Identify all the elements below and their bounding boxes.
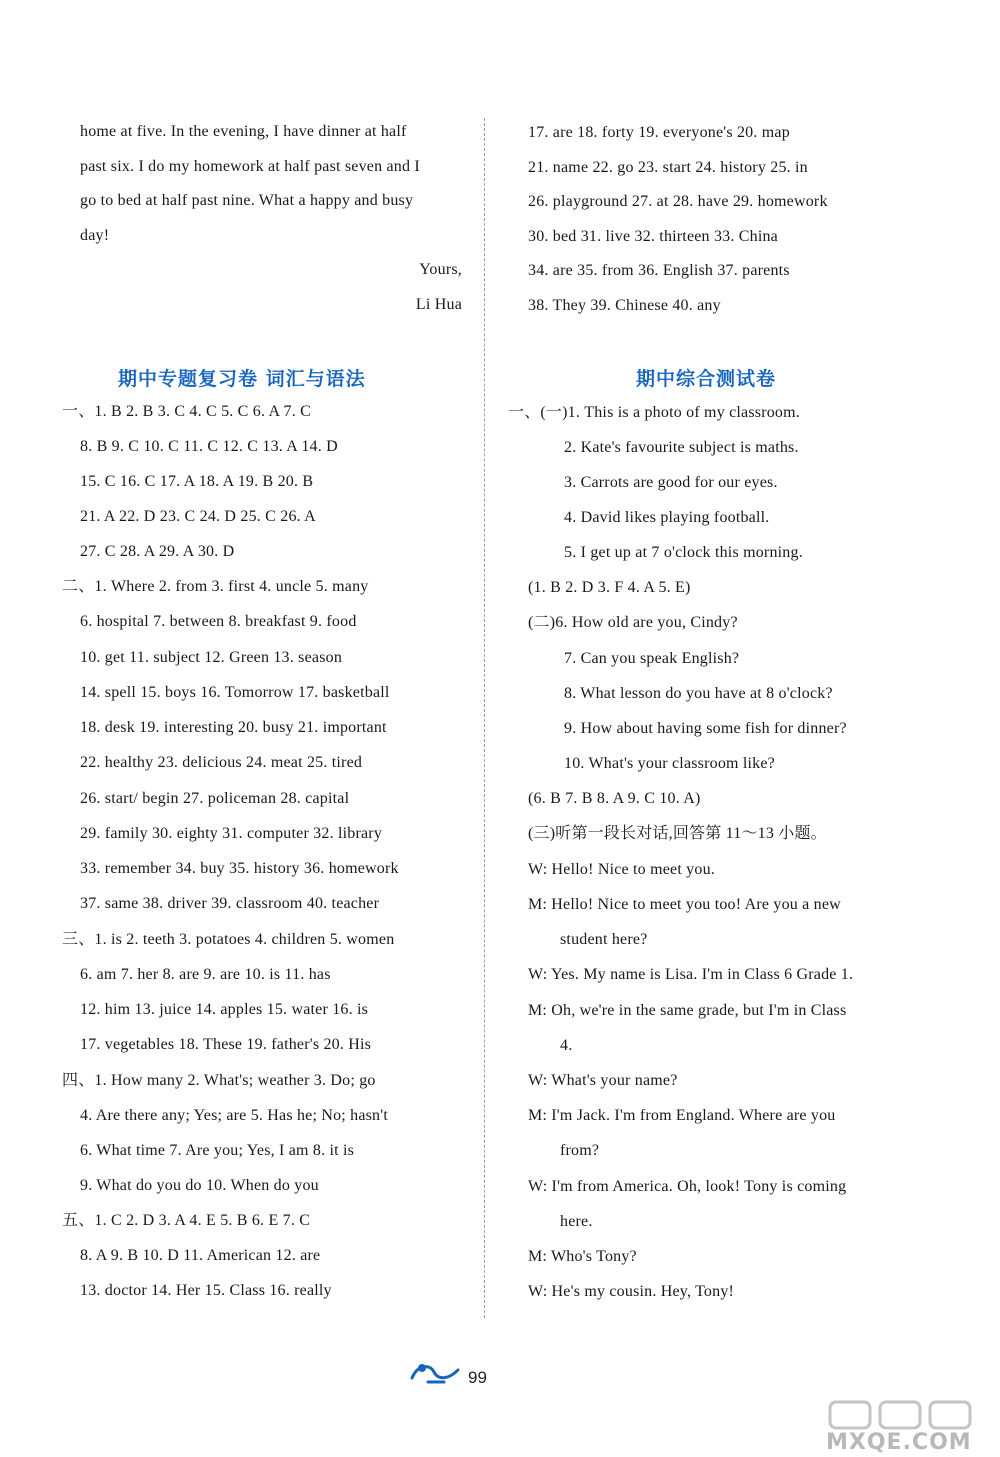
answer-line: 13. doctor 14. Her 15. Class 16. really [80,1282,332,1299]
dialogue-line: W: I'm from America. Oh, look! Tony is coming [528,1178,847,1195]
answer-line: 8. What lesson do you have at 8 o'clock? [564,685,833,702]
letter-line: home at five. In the evening, I have dinner at half [80,123,407,140]
answer-line: 34. are 35. from 36. English 37. parents [528,262,790,279]
answer-line: 18. desk 19. interesting 20. busy 21. important [80,719,387,736]
answer-line: 26. playground 27. at 28. have 29. homework [528,193,828,210]
answer-line: 一、1. B 2. B 3. C 4. C 5. C 6. A 7. C [62,403,312,420]
answer-line: 12. him 13. juice 14. apples 15. water 16. is [80,1001,369,1018]
answer-line: 2. Kate's favourite subject is maths. [564,439,799,456]
answer-line: (二)6. How old are you, Cindy? [528,614,738,631]
dialogue-line: W: Yes. My name is Lisa. I'm in Class 6 Grade 1. [528,966,854,983]
answer-line: 五、1. C 2. D 3. A 4. E 5. B 6. E 7. C [62,1212,311,1229]
letter-signature: Li Hua [415,296,462,313]
letter-line: go to bed at half past nine. What a happy and busy [80,192,414,209]
answer-line: 22. healthy 23. delicious 24. meat 25. tired [80,754,363,771]
letter-line: past six. I do my homework at half past seven and I [80,158,420,175]
dialogue-line: M: I'm Jack. I'm from England. Where are you [528,1107,836,1124]
answer-line: 5. I get up at 7 o'clock this morning. [564,544,803,561]
answer-line: 6. hospital 7. between 8. breakfast 9. food [80,613,357,630]
listening-instruction: (三)听第一段长对话,回答第 11～13 小题。 [528,825,827,842]
answer-line: 17. vegetables 18. These 19. father's 20. His [80,1036,372,1053]
answer-line: (1. B 2. D 3. F 4. A 5. E) [528,579,691,596]
answer-line: (6. B 7. B 8. A 9. C 10. A) [528,790,701,807]
answer-line: 9. What do you do 10. When do you [80,1177,319,1194]
answer-line: 8. A 9. B 10. D 11. American 12. are [80,1247,321,1264]
answer-line: 6. am 7. her 8. are 9. are 10. is 11. has [80,966,331,983]
letter-line: day! [80,227,110,244]
answer-line: 四、1. How many 2. What's; weather 3. Do; go [62,1072,376,1089]
dialogue-line: W: What's your name? [528,1072,678,1089]
page-number: 99 [468,1368,487,1387]
dialogue-line: student here? [560,931,648,948]
section-title-vocab-grammar: 期中专题复习卷 词汇与语法 [118,368,366,390]
answer-line: 6. What time 7. Are you; Yes, I am 8. it is [80,1142,355,1159]
answer-line: 9. How about having some fish for dinner? [564,720,847,737]
dialogue-line: here. [560,1213,593,1230]
answer-line: 15. C 16. C 17. A 18. A 19. B 20. B [80,473,314,490]
answer-line: 26. start/ begin 27. policeman 28. capital [80,790,350,807]
column-divider [484,118,485,1318]
page-decoration-icon [408,1358,464,1388]
answer-line: 14. spell 15. boys 16. Tomorrow 17. basketball [80,684,390,701]
dialogue-line: M: Oh, we're in the same grade, but I'm in Class [528,1002,847,1019]
watermark-logo-icon [828,1398,978,1432]
answer-line: 10. get 11. subject 12. Green 13. season [80,649,343,666]
dialogue-line: W: Hello! Nice to meet you. [528,861,715,878]
dialogue-line: M: Who's Tony? [528,1248,637,1265]
answer-line: 8. B 9. C 10. C 11. C 12. C 13. A 14. D [80,438,338,455]
answer-line: 4. Are there any; Yes; are 5. Has he; No; hasn't [80,1107,388,1124]
dialogue-line: M: Hello! Nice to meet you too! Are you a new [528,896,841,913]
answer-line: 三、1. is 2. teeth 3. potatoes 4. children 5. women [62,931,395,948]
letter-closing: Yours, [419,261,462,278]
answer-line: 37. same 38. driver 39. classroom 40. teacher [80,895,380,912]
answer-line: 21. A 22. D 23. C 24. D 25. C 26. A [80,508,316,525]
answer-line: 7. Can you speak English? [564,650,740,667]
answer-line: 21. name 22. go 23. start 24. history 25. in [528,159,808,176]
answer-line: 33. remember 34. buy 35. history 36. homework [80,860,399,877]
answer-line: 3. Carrots are good for our eyes. [564,474,778,491]
dialogue-line: W: He's my cousin. Hey, Tony! [528,1283,735,1300]
answer-line: 4. David likes playing football. [564,509,770,526]
answer-line: 10. What's your classroom like? [564,755,775,772]
answer-line: 27. C 28. A 29. A 30. D [80,543,235,560]
dialogue-line: from? [560,1142,600,1159]
answer-line: 30. bed 31. live 32. thirteen 33. China [528,228,778,245]
answer-line: 38. They 39. Chinese 40. any [528,297,721,314]
answer-line: 17. are 18. forty 19. everyone's 20. map [528,124,790,141]
dialogue-line: 4. [560,1037,573,1054]
section-title-midterm-test: 期中综合测试卷 [636,368,777,390]
answer-line: 29. family 30. eighty 31. computer 32. library [80,825,383,842]
answer-line: 二、1. Where 2. from 3. first 4. uncle 5. many [62,578,369,595]
watermark-text: MXQE.COM [826,1430,972,1455]
answer-line: 一、(一)1. This is a photo of my classroom. [508,404,800,421]
